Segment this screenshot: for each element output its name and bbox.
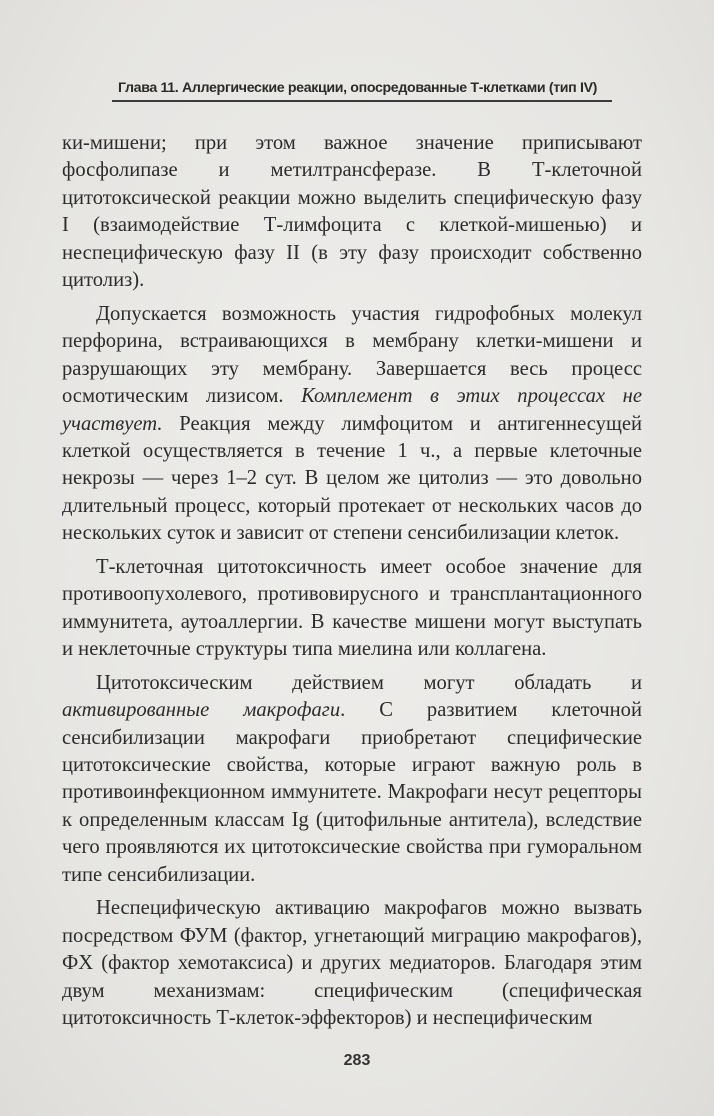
paragraph-1: [62, 130, 642, 295]
body-text: [62, 130, 642, 1033]
paragraph-5-span-1: Неспецифическую активацию макрофагов можно вызвать посредством ФУМ (фактор, угнетающий миграцию макрофагов), ФХ (фактор хемотаксиса) и других медиаторов. Благодаря этим двум механизмам: специфическим (специфическая цитотоксичность Т-клеток-эффекторов) и неспецифическим: [62, 897, 642, 1030]
paragraph-2: [62, 301, 642, 548]
paragraph-4-italic-span: активированные макрофаги: [62, 699, 341, 722]
running-head: Глава 11. Аллергические реакции, опосредованные Т-клетками (тип IV): [118, 80, 598, 96]
paragraph-2-italic-span: Комплемент в этих процессах не участвует.: [62, 385, 642, 435]
header-rule: [112, 100, 612, 102]
paragraph-5: [62, 895, 642, 1032]
paragraph-3: [62, 554, 642, 664]
paragraph-3-span-1: Т-клеточная цитотоксичность имеет особое значение для противоопухолевого, противовирусного и трансплантационного иммунитета, аутоаллергии. В качестве мишени могут выступать и неклеточные структуры типа миелина или коллагена.: [62, 555, 642, 661]
paragraph-2-span-1: Допускается возможность участия гидрофобных молекул перфорина, встраивающихся в мембрану клетки-мишени и разрушающих эту мембрану. Завершается весь процесс осмотическим лизисом.: [62, 302, 642, 408]
paragraph-4-span-3: . С развитием клеточной сенсибилизации макрофаги приобретают специфические цитотоксические свойства, которые играют важную роль в противоинфекционном иммунитете. Макрофаги несут рецепторы к определенным классам Ig (цитофильные антитела), вследствие чего проявляются их цитотоксические свойства при гуморальном типе сенсибилизации.: [62, 699, 642, 886]
paragraph-1-span-1: ки-мишени; при этом важное значение приписывают фосфолипазе и метилтрансферазе. В Т-клеточной цитотоксической реакции можно выделить специфическую фазу I (взаимодействие Т-лимфоцита с клеткой-мишенью) и неспецифическую фазу II (в эту фазу происходит собственно цитолиз).: [62, 132, 642, 292]
paragraph-4-span-1: Цитотоксическим действием могут обладать и: [96, 671, 642, 694]
paragraph-4: [62, 670, 642, 890]
page-number: 283: [343, 1052, 371, 1069]
paragraph-2-span-3: Реакция между лимфоцитом и антигеннесущей клеткой осуществляется в течение 1 ч., а первые клеточные некрозы — через 1–2 сут. В целом же цитолиз — это довольно длительный процесс, который протекает от нескольких часов до нескольких суток и зависит от степени сенсибилизации клеток.: [62, 412, 642, 545]
